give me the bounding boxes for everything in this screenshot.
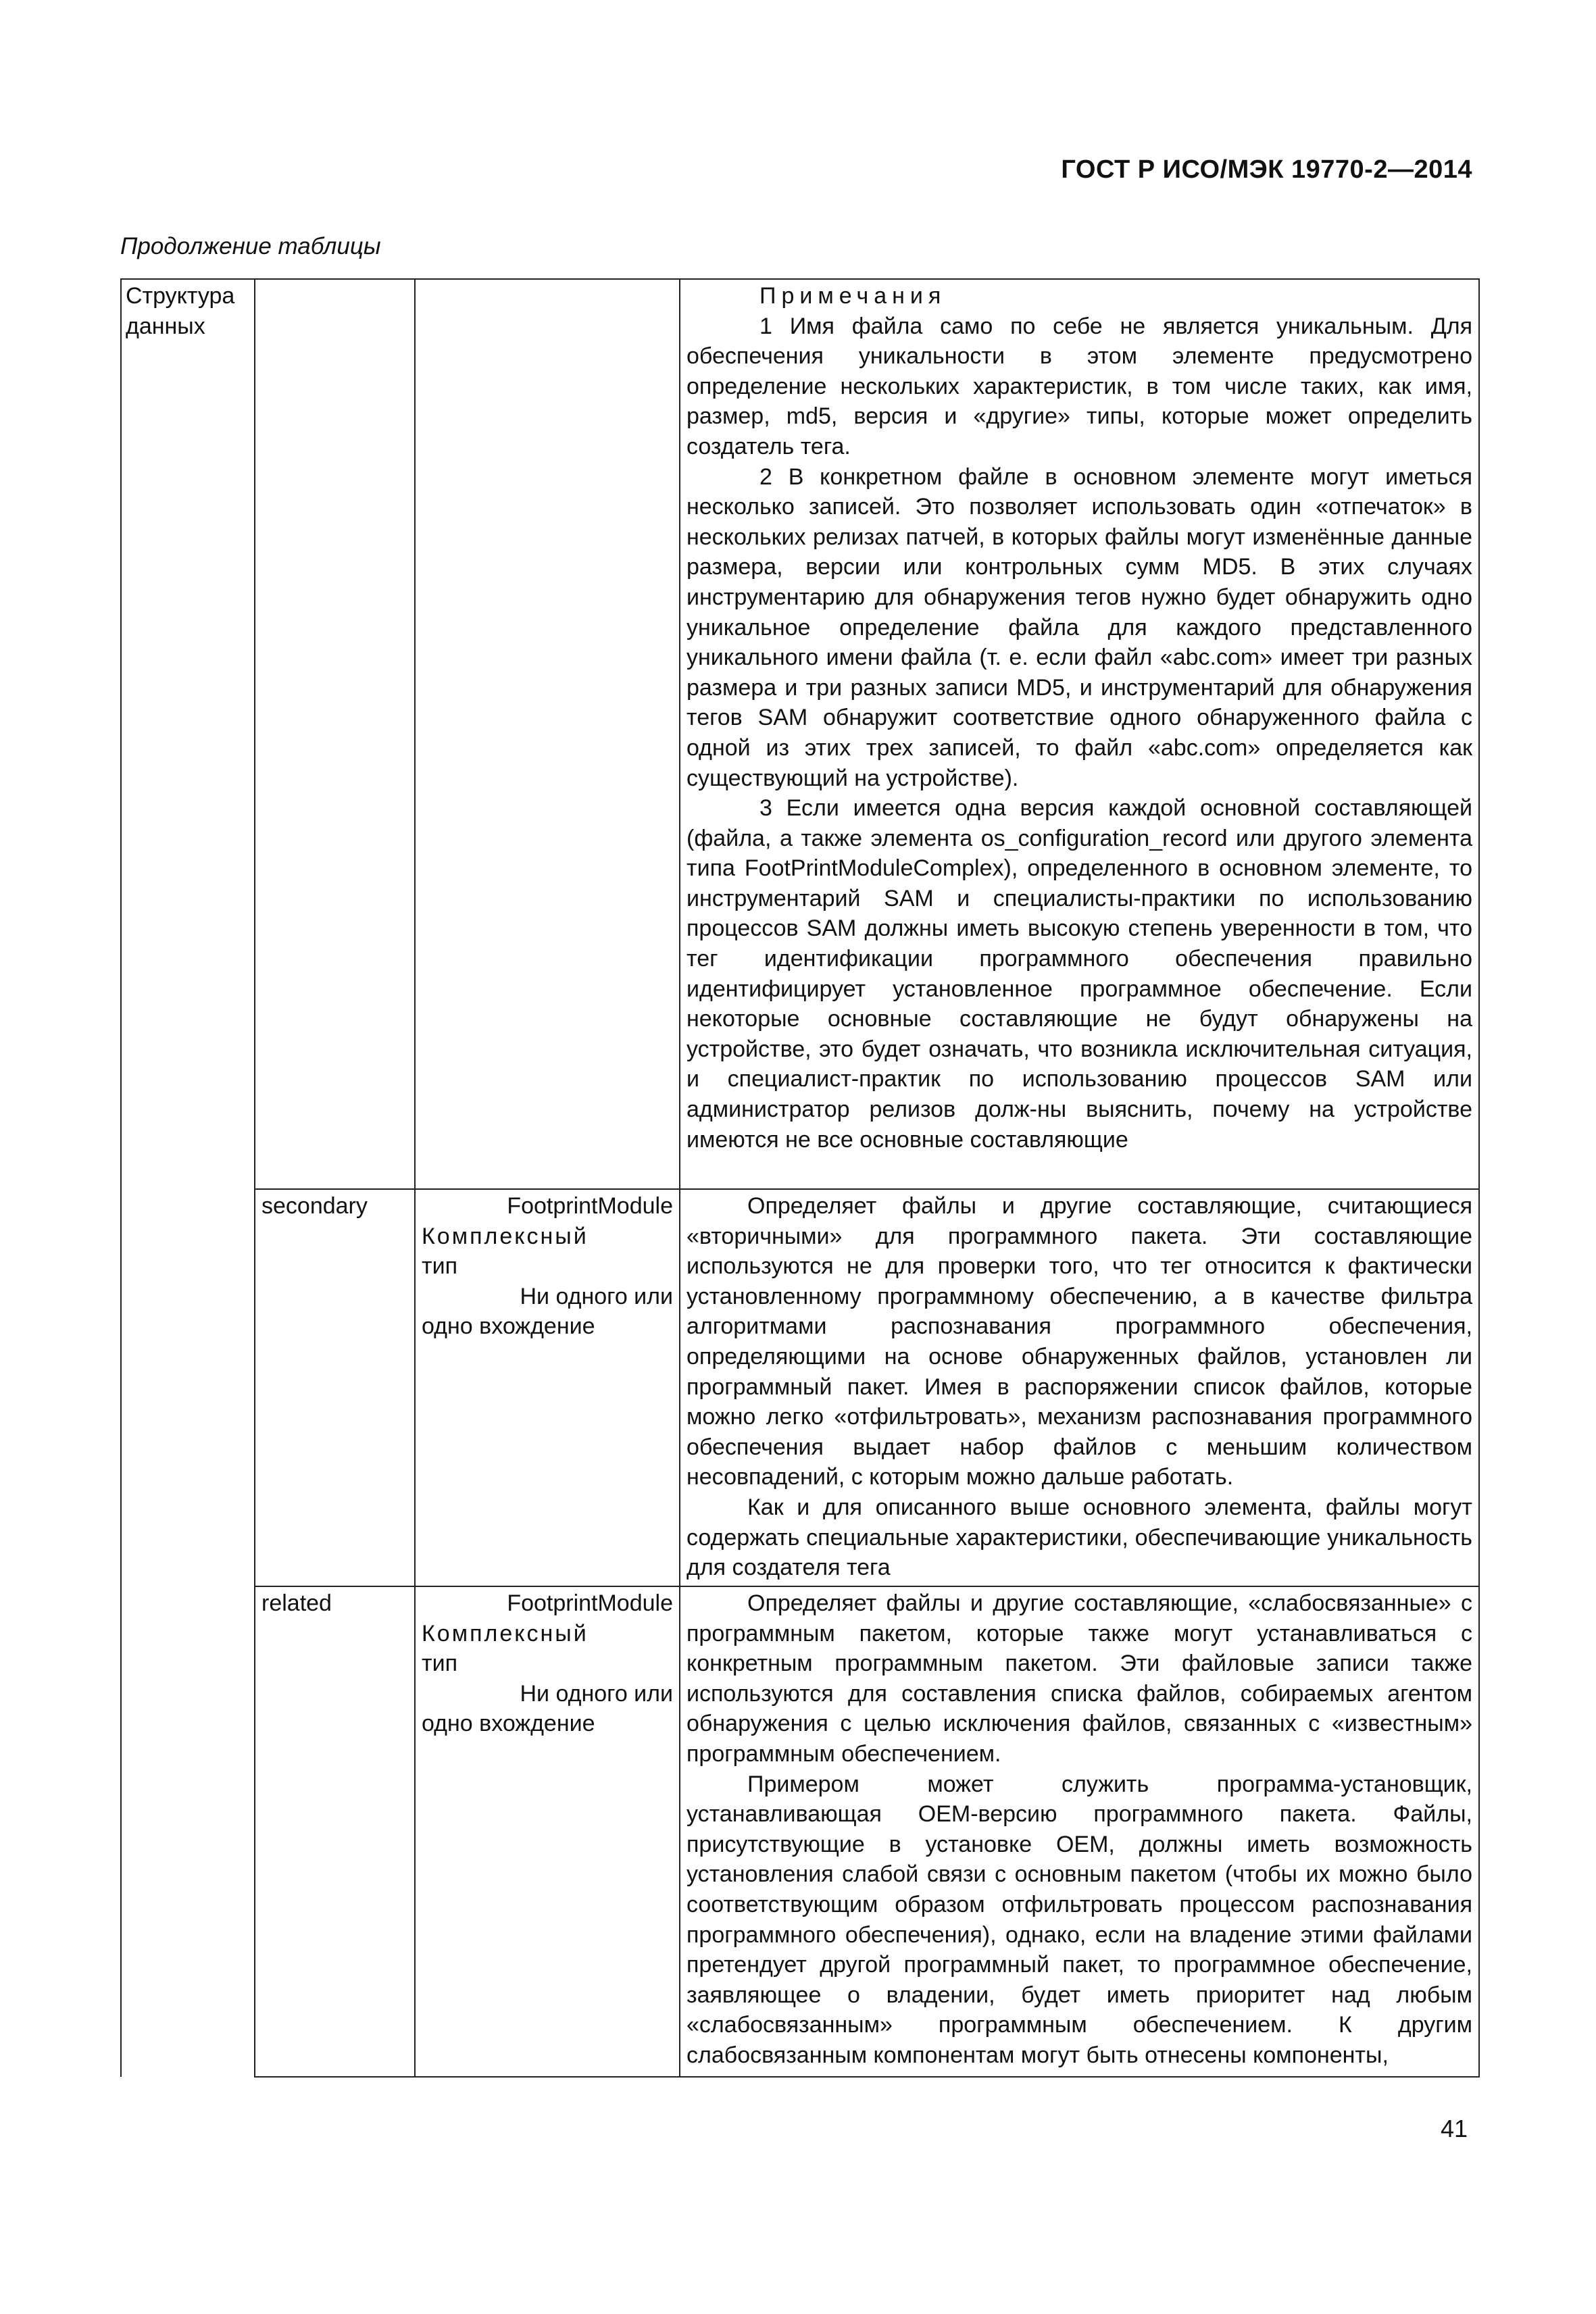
occurrence-line: Ни одного или — [520, 1680, 673, 1707]
structure-label: Структура данных — [126, 283, 235, 339]
structure-label-cell — [121, 279, 255, 2077]
table-continuation-label: Продолжение таблицы — [120, 233, 381, 259]
table-row — [121, 1189, 1479, 1586]
note-paragraph: 1 Имя файла само по себе не является уникальным. Для обеспечения уникальности в этом элементе предусмотрено определение нескольких характеристик, в том числе таких, как имя, размер, md5, версия и «другие» типы, которые может определить создатель тега. — [687, 313, 1472, 459]
element-type-cell — [415, 1189, 680, 1586]
type-line: FootprintModule — [507, 1590, 673, 1616]
notes-title: Примечания — [759, 283, 947, 309]
type-line: Комплексный — [422, 1620, 589, 1646]
element-name-cell — [255, 1586, 415, 2077]
occurrence-line: одно вхождение — [422, 1313, 595, 1340]
description-paragraph: Определяет файлы и другие составляющие, «слабосвязанные» с программным пакетом, которые также могут устанавливаться с конкретным программным пакетом. Эти файловые записи также используются для составления списка файлов, собираемых агентом обнаружения с целью исключения файлов, связанных с «известным» программным обеспечением. — [687, 1590, 1472, 1767]
element-name-cell — [255, 279, 415, 1189]
occurrence-line: Ни одного или — [520, 1283, 673, 1309]
data-structure-table — [120, 278, 1480, 2078]
standard-header: ГОСТ Р ИСО/МЭК 19770-2—2014 — [1061, 155, 1472, 184]
description-cell — [680, 1189, 1479, 1586]
description-paragraph: Определяет файлы и другие составляющие, считающиеся «вторичными» для программного пакета. Эти составляющие используются не для проверки того, что тег относится к фактически установленному программному обеспечению, а в качестве фильтра алгоритмами распознавания программного обеспечения, определяющими на основе обнаруженных файлов, установлен ли программный пакет. Имея в распоряжении список файлов, которые можно легко «отфильтровать», механизм распознавания программного обеспечения выдает набор файлов с меньшим количеством несовпадений, с которым можно дальше работать. — [687, 1193, 1472, 1490]
description-paragraph: Как и для описанного выше основного элемента, файлы могут содержать специальные характеристики, обеспечивающие уникальность для создателя тега — [687, 1494, 1472, 1581]
element-name: related — [261, 1590, 332, 1616]
note-paragraph: 2 В конкретном файле в основном элементе могут иметься несколько записей. Это позволяет использовать один «отпечаток» в нескольких релизах патчей, в которых файлы могут изменённые данные размера, версии или контрольных сумм MD5. В этих случаях инструментарию для обнаружения тегов нужно будет обнаружить одно уникальное определение файла для каждого представленного уникального имени файла (т. е. если файл «abc.com» имеет три разных размера и три разных записи MD5, и инструментарий для обнаружения тегов SAM обнаружит соответствие одного обнаруженного файла с одной из этих трех записей, то файл «abc.com» определяется как существующий на устройстве). — [687, 463, 1472, 791]
description-cell — [680, 279, 1479, 1189]
type-line: тип — [422, 1651, 457, 1677]
type-line: тип — [422, 1253, 457, 1280]
type-line: FootprintModule — [507, 1193, 673, 1219]
element-type-cell — [415, 1586, 680, 2077]
element-name: secondary — [261, 1193, 368, 1219]
occurrence-line: одно вхождение — [422, 1711, 595, 1737]
element-name-cell — [255, 1189, 415, 1586]
description-cell — [680, 1586, 1479, 2077]
description-paragraph: Примером может служить программа-установщик, устанавливающая OEM-версию программного пакета. Файлы, присутствующие в установке OEM, должны иметь возможность установления слабой связи с основным пакетом (чтобы их можно было соответствующим образом отфильтровать процессом распознавания программного обеспечения), однако, если на владение этими файлами претендует другой программный пакет, то программное обеспечение, заявляющее о владении, будет иметь приоритет над любым «слабосвязанным» программным обеспечением. К другим слабосвязанным компонентам могут быть отнесены компоненты, — [687, 1771, 1472, 2068]
element-type-cell — [415, 279, 680, 1189]
page-number: 41 — [1440, 2115, 1468, 2142]
table-row — [121, 279, 1479, 1189]
table-row — [121, 1586, 1479, 2077]
type-line: Комплексный — [422, 1223, 589, 1249]
note-paragraph: 3 Если имеется одна версия каждой основной составляющей (файла, а также элемента os_configuration_record или другого элемента типа FootPrintModuleComplex), определенного в основном элементе, то инструментарий SAM и специалисты-практики по использованию процессов SAM должны иметь высокую степень уверенности в том, что тег идентификации программного обеспечения правильно идентифицирует установленное программное обеспечение. Если некоторые основные составляющие не будут обнаружены на устройстве, это будет означать, что возникла исключительная ситуация, и специалист-практик по использованию процессов SAM или администратор релизов долж-ны выяснить, почему на устройстве имеются не все основные составляющие — [687, 795, 1472, 1153]
